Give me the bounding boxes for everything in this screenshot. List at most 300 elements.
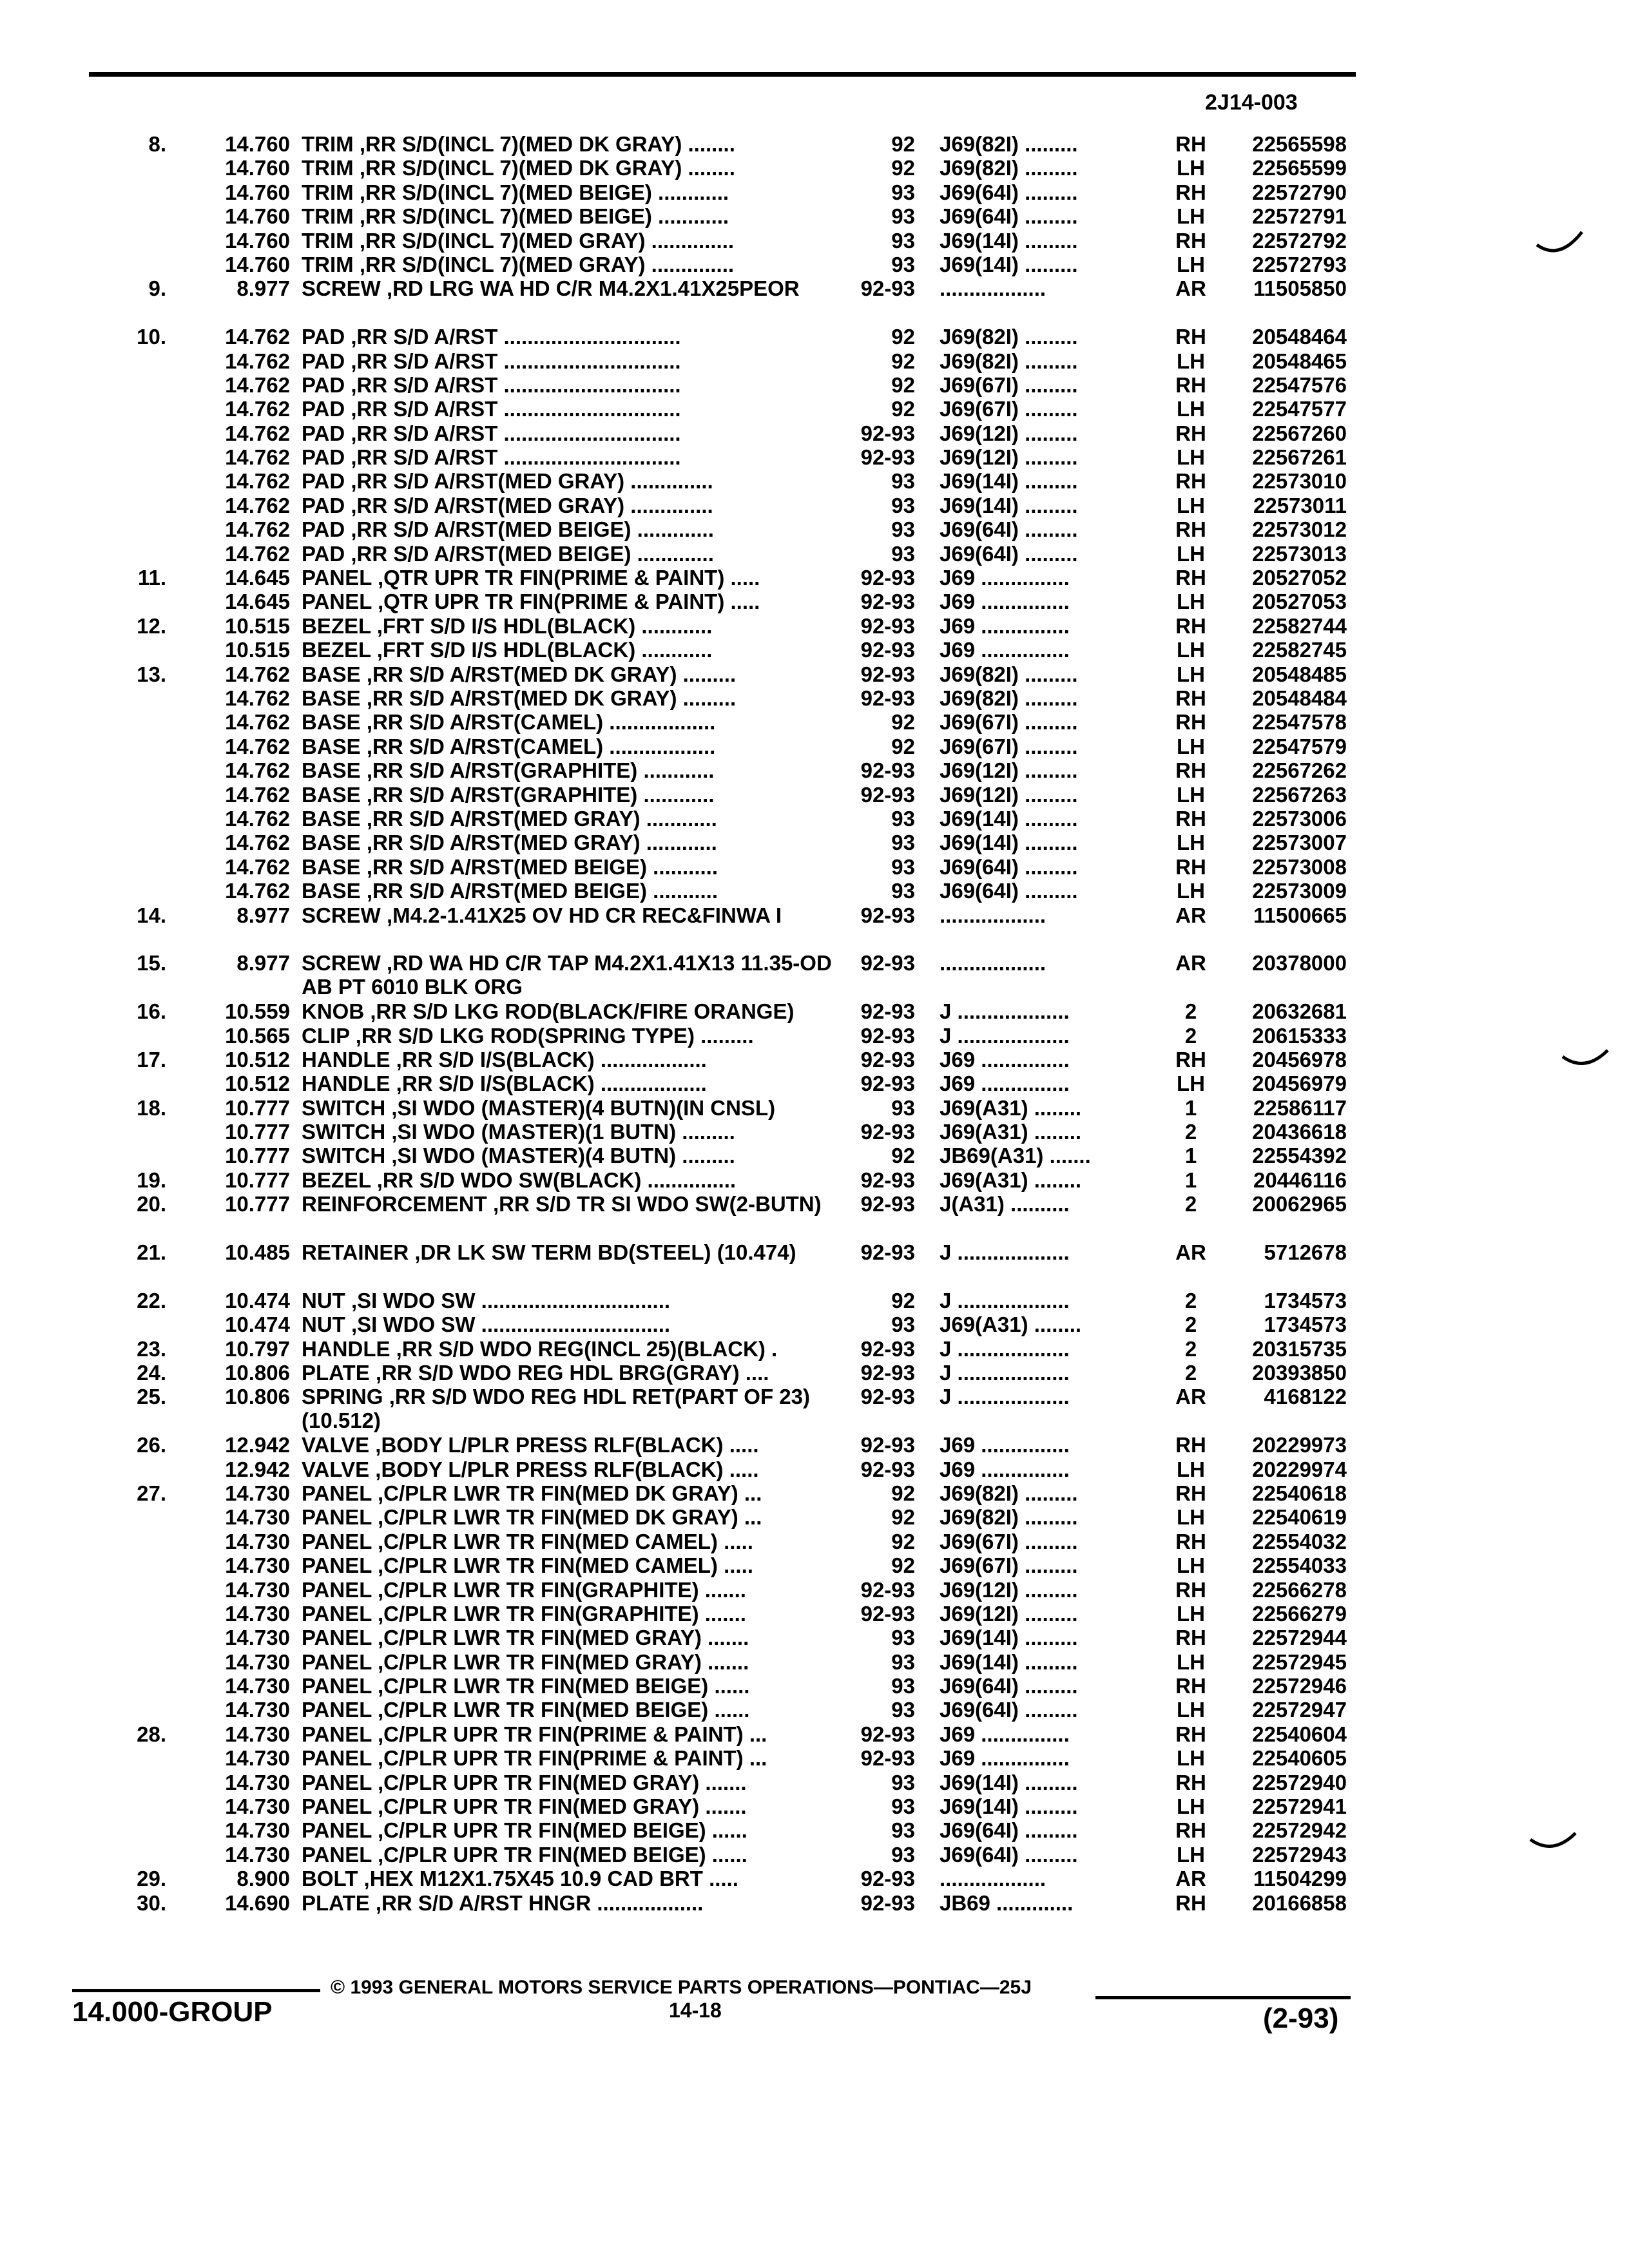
option-code: J69(A31) ........ [940, 1120, 1082, 1144]
quantity: LH [1177, 782, 1205, 807]
part-row [0, 1072, 1629, 1095]
part-row [0, 1602, 1629, 1626]
group-number: 10.777 [225, 1144, 290, 1168]
model-years: 93 [891, 252, 915, 276]
part-number: 22540605 [1252, 1746, 1347, 1771]
model-years: 92 [891, 156, 915, 180]
part-row [0, 614, 1629, 638]
part-description: TRIM ,RR S/D(INCL 7)(MED BEIGE) ............ [302, 204, 729, 229]
part-description: SCREW ,RD WA HD C/R TAP M4.2X1.41X13 11.35-OD AB PT 6010 BLK ORG [302, 951, 832, 999]
part-number: 22573013 [1252, 541, 1347, 566]
part-row [0, 276, 1629, 325]
part-description: PAD ,RR S/D A/RST(MED GRAY) .............. [302, 493, 713, 517]
option-code: JB69 ............. [940, 1890, 1074, 1915]
option-code: J69(82I) ......... [940, 325, 1078, 349]
model-years: 92-93 [860, 1361, 915, 1385]
part-number: 11504299 [1253, 1867, 1347, 1891]
part-description: SWITCH ,SI WDO (MASTER)(1 BUTN) ......... [302, 1120, 735, 1144]
group-number: 14.760 [225, 252, 290, 276]
group-number: 10.474 [225, 1288, 290, 1312]
quantity: RH [1175, 421, 1206, 445]
part-number: 20315735 [1252, 1336, 1347, 1361]
part-row [0, 1746, 1629, 1770]
part-number: 20527053 [1252, 590, 1347, 614]
group-number: 8.977 [236, 903, 290, 927]
option-code: J69(64I) ......... [940, 1674, 1078, 1698]
copyright-notice: © 1993 GENERAL MOTORS SERVICE PARTS OPERATIONS—PONTIAC—25J [331, 1977, 1032, 1998]
group-number: 14.762 [225, 758, 290, 783]
option-code: J69 ............... [940, 1072, 1070, 1096]
part-description: BASE ,RR S/D A/RST(MED BEIGE) ........... [302, 854, 718, 879]
model-years: 92-93 [860, 1336, 915, 1361]
binder-mark-2 [1559, 1041, 1611, 1079]
part-row [0, 253, 1629, 276]
model-years: 92 [891, 1144, 915, 1168]
option-code: J69(67I) ......... [940, 734, 1078, 758]
part-number: 22567263 [1252, 782, 1347, 807]
part-number: 22540619 [1252, 1505, 1347, 1530]
group-label: 14.000-GROUP [72, 1996, 273, 2028]
group-number: 14.730 [225, 1722, 290, 1746]
part-number: 22573007 [1252, 831, 1347, 855]
option-code: J69(67I) ......... [940, 710, 1078, 735]
quantity: RH [1175, 566, 1206, 590]
part-number: 20229974 [1252, 1457, 1347, 1481]
model-years: 92 [891, 372, 915, 397]
model-years: 92 [891, 349, 915, 373]
part-number: 11500665 [1253, 903, 1347, 927]
option-code: J69(82I) ......... [940, 1481, 1078, 1505]
option-code: J69(12I) ......... [940, 758, 1078, 783]
part-row [0, 1361, 1629, 1385]
part-row [0, 542, 1629, 566]
model-years: 93 [891, 831, 915, 855]
quantity: AR [1175, 903, 1206, 927]
group-number: 10.559 [225, 999, 290, 1024]
model-years: 92-93 [860, 1433, 915, 1457]
model-years: 93 [891, 1649, 915, 1674]
model-years: 93 [891, 493, 915, 517]
part-row [0, 879, 1629, 903]
group-number: 12.942 [225, 1433, 290, 1457]
item-number: 26. [137, 1433, 166, 1457]
option-code: J69(64I) ......... [940, 1818, 1078, 1843]
quantity: RH [1175, 469, 1206, 494]
quantity: LH [1177, 1794, 1205, 1819]
group-number: 14.762 [225, 349, 290, 373]
group-number: 10.512 [225, 1072, 290, 1096]
quantity: RH [1175, 325, 1206, 349]
group-number: 10.806 [225, 1385, 290, 1409]
model-years: 93 [891, 228, 915, 253]
part-row [0, 1626, 1629, 1649]
model-years: 92 [891, 1505, 915, 1530]
model-years: 92-93 [860, 1047, 915, 1072]
group-number: 14.730 [225, 1505, 290, 1530]
quantity: RH [1175, 1626, 1206, 1650]
group-number: 8.977 [236, 951, 290, 975]
option-code: J69(82I) ......... [940, 662, 1078, 686]
item-number: 16. [137, 999, 166, 1024]
group-number: 14.762 [225, 541, 290, 566]
footer-rule-left [72, 1989, 320, 1992]
part-row [0, 180, 1629, 204]
quantity: 1 [1184, 1095, 1197, 1120]
part-description: PANEL ,C/PLR LWR TR FIN(MED GRAY) ....... [302, 1626, 749, 1650]
part-number: 22565598 [1252, 132, 1347, 156]
part-number: 11505850 [1253, 276, 1347, 301]
part-description: CLIP ,RR S/D LKG ROD(SPRING TYPE) ......... [302, 1023, 754, 1048]
part-description: PANEL ,C/PLR UPR TR FIN(PRIME & PAINT) ... [302, 1746, 767, 1771]
model-years: 92-93 [860, 1023, 915, 1048]
quantity: LH [1177, 1072, 1205, 1096]
option-code: J69(64I) ......... [940, 854, 1078, 879]
part-number: 20632681 [1252, 999, 1347, 1024]
model-years: 92-93 [860, 903, 915, 927]
quantity: RH [1175, 1890, 1206, 1915]
part-number: 20393850 [1252, 1361, 1347, 1385]
part-row [0, 156, 1629, 180]
group-number: 10.777 [225, 1168, 290, 1192]
model-years: 92 [891, 1288, 915, 1312]
part-number: 22572791 [1252, 204, 1347, 229]
part-number: 20548465 [1252, 349, 1347, 373]
model-years: 92-93 [860, 1867, 915, 1891]
quantity: LH [1177, 1601, 1205, 1626]
quantity: 2 [1184, 999, 1197, 1024]
part-row [0, 1096, 1629, 1120]
revision-date: (2-93) [1263, 2003, 1339, 2034]
option-code: J69 ............... [940, 590, 1070, 614]
model-years: 92-93 [860, 999, 915, 1024]
option-code: J69 ............... [940, 613, 1070, 638]
group-number: 14.730 [225, 1746, 290, 1771]
item-number: 21. [137, 1240, 166, 1265]
option-code: J69 ............... [940, 566, 1070, 590]
group-number: 14.762 [225, 469, 290, 494]
part-description: PANEL ,C/PLR UPR TR FIN(MED BEIGE) ...... [302, 1842, 747, 1867]
part-number: 22582744 [1252, 613, 1347, 638]
binder-mark-3 [1527, 1823, 1579, 1862]
part-row [0, 494, 1629, 517]
quantity: RH [1175, 228, 1206, 253]
part-row [0, 1337, 1629, 1361]
part-description: RETAINER ,DR LK SW TERM BD(STEEL) (10.474) [302, 1240, 796, 1265]
part-row [0, 807, 1629, 831]
part-number: 22582745 [1252, 638, 1347, 662]
model-years: 92-93 [860, 1722, 915, 1746]
part-row [0, 469, 1629, 493]
part-number: 22572945 [1252, 1649, 1347, 1674]
item-number: 14. [137, 903, 166, 927]
option-code: J69(67I) ......... [940, 1529, 1078, 1553]
part-description: BASE ,RR S/D A/RST(CAMEL) .................. [302, 734, 716, 758]
part-number: 22573009 [1252, 879, 1347, 903]
option-code: J69(82I) ......... [940, 686, 1078, 710]
item-number: 28. [137, 1722, 166, 1746]
quantity: RH [1175, 1529, 1206, 1553]
quantity: LH [1177, 734, 1205, 758]
part-description: TRIM ,RR S/D(INCL 7)(MED BEIGE) ............ [302, 180, 729, 204]
part-row [0, 1144, 1629, 1168]
quantity: RH [1175, 1047, 1206, 1072]
quantity: LH [1177, 349, 1205, 373]
part-number: 22572790 [1252, 180, 1347, 204]
part-number: 22572793 [1252, 252, 1347, 276]
option-code: J ................... [940, 1336, 1070, 1361]
model-years: 92-93 [860, 782, 915, 807]
part-row [0, 1240, 1629, 1289]
group-number: 14.730 [225, 1577, 290, 1602]
quantity: AR [1175, 276, 1206, 301]
quantity: LH [1177, 445, 1205, 470]
option-code: J69(14I) ......... [940, 228, 1078, 253]
quantity: LH [1177, 493, 1205, 517]
option-code: J69(14I) ......... [940, 831, 1078, 855]
quantity: RH [1175, 710, 1206, 735]
part-description: PANEL ,QTR UPR TR FIN(PRIME & PAINT) ..... [302, 590, 760, 614]
option-code: J69(14I) ......... [940, 1794, 1078, 1819]
group-number: 14.762 [225, 421, 290, 445]
option-code: J69(12I) ......... [940, 1577, 1078, 1602]
part-number: 22567262 [1252, 758, 1347, 783]
part-row [0, 1120, 1629, 1144]
quantity: RH [1175, 1674, 1206, 1698]
option-code: J69(67I) ......... [940, 397, 1078, 421]
quantity: 2 [1184, 1120, 1197, 1144]
model-years: 93 [891, 1698, 915, 1722]
model-years: 93 [891, 517, 915, 542]
part-number: 22573010 [1252, 469, 1347, 494]
part-number: 22573008 [1252, 854, 1347, 879]
part-description: PAD ,RR S/D A/RST .............................. [302, 445, 681, 470]
part-row [0, 1192, 1629, 1240]
part-row [0, 1843, 1629, 1867]
option-code: J69(A31) ........ [940, 1312, 1082, 1337]
item-number: 27. [137, 1481, 166, 1505]
part-number: 22540604 [1252, 1722, 1347, 1746]
model-years: 92-93 [860, 1746, 915, 1771]
quantity: RH [1175, 758, 1206, 783]
item-number: 24. [137, 1361, 166, 1385]
group-number: 14.762 [225, 397, 290, 421]
item-number: 8. [148, 132, 166, 156]
model-years: 93 [891, 1794, 915, 1819]
group-number: 10.806 [225, 1361, 290, 1385]
part-number: 22572940 [1252, 1770, 1347, 1794]
quantity: RH [1175, 1770, 1206, 1794]
part-number: 22565599 [1252, 156, 1347, 180]
model-years: 92 [891, 1481, 915, 1505]
item-number: 18. [137, 1095, 166, 1120]
part-row [0, 1818, 1629, 1842]
part-description: PAD ,RR S/D A/RST(MED GRAY) .............. [302, 469, 713, 494]
part-row [0, 132, 1629, 156]
part-row [0, 397, 1629, 421]
item-number: 30. [137, 1890, 166, 1915]
group-number: 14.730 [225, 1842, 290, 1867]
model-years: 92-93 [860, 1168, 915, 1192]
option-code: J(A31) .......... [940, 1192, 1070, 1216]
part-description: BASE ,RR S/D A/RST(MED DK GRAY) ......... [302, 662, 737, 686]
quantity: LH [1177, 541, 1205, 566]
model-years: 92 [891, 1553, 915, 1578]
part-row [0, 903, 1629, 952]
part-description: PANEL ,C/PLR LWR TR FIN(MED GRAY) ....... [302, 1649, 749, 1674]
part-description: PAD ,RR S/D A/RST .............................. [302, 325, 681, 349]
group-number: 10.565 [225, 1023, 290, 1048]
part-number: 20456978 [1252, 1047, 1347, 1072]
group-number: 14.762 [225, 372, 290, 397]
part-row [0, 831, 1629, 854]
part-row [0, 1385, 1629, 1433]
part-description: HANDLE ,RR S/D I/S(BLACK) .................. [302, 1047, 707, 1072]
group-number: 14.762 [225, 710, 290, 735]
part-description: KNOB ,RR S/D LKG ROD(BLACK/FIRE ORANGE) [302, 999, 795, 1024]
part-row [0, 1481, 1629, 1505]
model-years: 92-93 [860, 566, 915, 590]
part-description: BOLT ,HEX M12X1.75X45 10.9 CAD BRT ..... [302, 1867, 738, 1891]
part-description: PANEL ,C/PLR LWR TR FIN(GRAPHITE) ....... [302, 1601, 746, 1626]
group-number: 14.730 [225, 1770, 290, 1794]
group-number: 14.760 [225, 180, 290, 204]
part-description: HANDLE ,RR S/D I/S(BLACK) .................. [302, 1072, 707, 1096]
part-number: 4168122 [1264, 1385, 1347, 1409]
option-code: J ................... [940, 1385, 1070, 1409]
model-years: 92-93 [860, 613, 915, 638]
part-description: SWITCH ,SI WDO (MASTER)(4 BUTN) ......... [302, 1144, 735, 1168]
part-row [0, 1433, 1629, 1457]
model-years: 92 [891, 734, 915, 758]
quantity: LH [1177, 879, 1205, 903]
model-years: 92-93 [860, 1192, 915, 1216]
quantity: LH [1177, 1698, 1205, 1722]
model-years: 93 [891, 1770, 915, 1794]
quantity: 2 [1184, 1312, 1197, 1337]
group-number: 14.730 [225, 1794, 290, 1819]
part-number: 22573011 [1253, 493, 1347, 517]
model-years: 92 [891, 1529, 915, 1553]
part-description: TRIM ,RR S/D(INCL 7)(MED DK GRAY) ........ [302, 156, 735, 180]
group-number: 14.730 [225, 1529, 290, 1553]
part-number: 20548485 [1252, 662, 1347, 686]
part-number: 20229973 [1252, 1433, 1347, 1457]
group-number: 10.515 [225, 638, 290, 662]
model-years: 92-93 [860, 590, 915, 614]
part-number: 22566278 [1252, 1577, 1347, 1602]
quantity: 1 [1184, 1144, 1197, 1168]
part-row [0, 710, 1629, 734]
option-code: J69(14I) ......... [940, 469, 1078, 494]
part-description: SWITCH ,SI WDO (MASTER)(4 BUTN)(IN CNSL) [302, 1095, 776, 1120]
group-number: 10.485 [225, 1240, 290, 1265]
part-row [0, 999, 1629, 1023]
part-description: PANEL ,C/PLR LWR TR FIN(MED DK GRAY) ... [302, 1505, 762, 1530]
part-number: 22572941 [1252, 1794, 1347, 1819]
part-row [0, 590, 1629, 613]
quantity: 2 [1184, 1192, 1197, 1216]
quantity: AR [1175, 1867, 1206, 1891]
quantity: AR [1175, 951, 1206, 975]
option-code: J69(12I) ......... [940, 421, 1078, 445]
part-number: 22547579 [1252, 734, 1347, 758]
part-row [0, 1048, 1629, 1072]
part-description: PLATE ,RR S/D WDO REG HDL BRG(GRAY) .... [302, 1361, 769, 1385]
model-years: 93 [891, 180, 915, 204]
item-number: 22. [137, 1288, 166, 1312]
quantity: LH [1177, 204, 1205, 229]
option-code: J69(12I) ......... [940, 445, 1078, 470]
part-number: 22554033 [1252, 1553, 1347, 1578]
model-years: 93 [891, 204, 915, 229]
quantity: RH [1175, 854, 1206, 879]
part-description: PANEL ,C/PLR UPR TR FIN(MED GRAY) ....... [302, 1770, 747, 1794]
part-number: 5712678 [1264, 1240, 1347, 1265]
group-number: 14.760 [225, 228, 290, 253]
part-description: TRIM ,RR S/D(INCL 7)(MED GRAY) .............. [302, 252, 735, 276]
quantity: LH [1177, 397, 1205, 421]
part-number: 22573006 [1252, 806, 1347, 831]
quantity: RH [1175, 132, 1206, 156]
option-code: J69 ............... [940, 638, 1070, 662]
option-code: J69(82I) ......... [940, 1505, 1078, 1530]
model-years: 93 [891, 469, 915, 494]
group-number: 14.762 [225, 493, 290, 517]
item-number: 19. [137, 1168, 166, 1192]
option-code: J69(14I) ......... [940, 493, 1078, 517]
part-row [0, 1289, 1629, 1312]
model-years: 92-93 [860, 1890, 915, 1915]
model-years: 92-93 [860, 951, 915, 975]
part-description: PANEL ,QTR UPR TR FIN(PRIME & PAINT) ..... [302, 566, 760, 590]
part-row [0, 229, 1629, 253]
group-number: 14.760 [225, 156, 290, 180]
quantity: LH [1177, 1553, 1205, 1578]
quantity: RH [1175, 613, 1206, 638]
option-code: J ................... [940, 1240, 1070, 1265]
part-number: 20378000 [1252, 951, 1347, 975]
option-code: J69(64I) ......... [940, 204, 1078, 229]
part-description: PLATE ,RR S/D A/RST HNGR .................. [302, 1890, 704, 1915]
part-number: 20456979 [1252, 1072, 1347, 1096]
part-description: PAD ,RR S/D A/RST .............................. [302, 421, 681, 445]
option-code: .................. [940, 903, 1046, 927]
option-code: J ................... [940, 1288, 1070, 1312]
part-description: NUT ,SI WDO SW ................................ [302, 1288, 671, 1312]
option-code: .................. [940, 1867, 1046, 1891]
part-description: BEZEL ,FRT S/D I/S HDL(BLACK) ............ [302, 638, 713, 662]
model-years: 92-93 [860, 1577, 915, 1602]
quantity: LH [1177, 590, 1205, 614]
item-number: 20. [137, 1192, 166, 1216]
option-code: J69 ............... [940, 1746, 1070, 1771]
option-code: J69(67I) ......... [940, 1553, 1078, 1578]
model-years: 92-93 [860, 638, 915, 662]
part-description: PANEL ,C/PLR LWR TR FIN(MED BEIGE) ...... [302, 1698, 750, 1722]
group-number: 14.645 [225, 566, 290, 590]
option-code: J69(A31) ........ [940, 1168, 1082, 1192]
option-code: J69(82I) ......... [940, 349, 1078, 373]
quantity: RH [1175, 1722, 1206, 1746]
item-number: 10. [137, 325, 166, 349]
part-row [0, 421, 1629, 445]
group-number: 14.762 [225, 806, 290, 831]
quantity: LH [1177, 662, 1205, 686]
option-code: J69(14I) ......... [940, 806, 1078, 831]
option-code: J69(12I) ......... [940, 1601, 1078, 1626]
part-row [0, 855, 1629, 879]
part-number: 22547576 [1252, 372, 1347, 397]
